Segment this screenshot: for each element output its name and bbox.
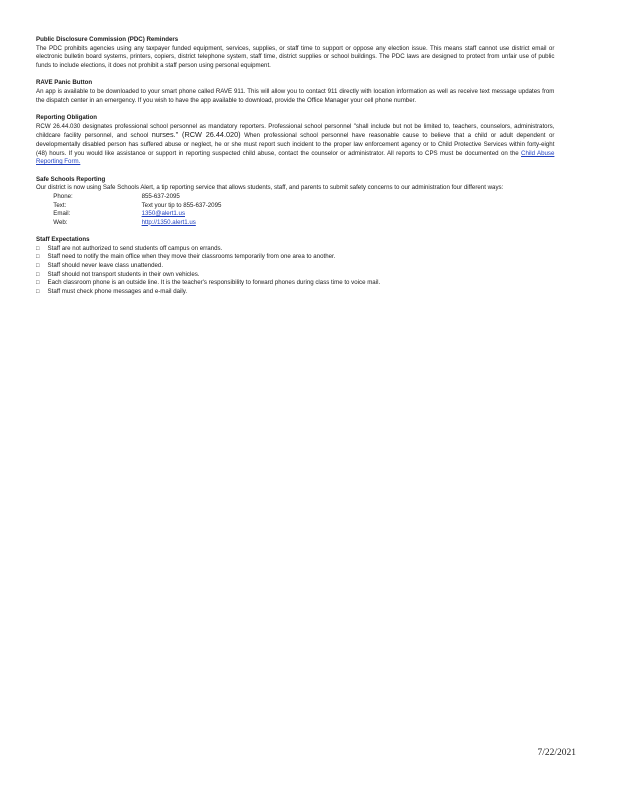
list-item: □ Staff are not authorized to send students off campus on errands. bbox=[36, 245, 554, 254]
staff-heading: Staff Expectations bbox=[36, 236, 90, 244]
reporting-body-part2: When professional school personnel have reasonable cause to believe that a child or adult dependent or developmentally disabled person has suffered abuse or neglect, he or she must report such incident to the proper law enforcement agency or to Child Protective Services within forty-eight (48) hours. If you would like assistance or support in reporting suspected child abuse, contact the counselor or administrator. All reports to CPS must be documented on the bbox=[36, 132, 555, 157]
contact-label: Email: bbox=[53, 210, 71, 218]
document-page bbox=[36, 36, 554, 305]
web-link[interactable]: http://1350.alert1.us bbox=[141, 218, 196, 226]
contact-label: Web: bbox=[53, 218, 68, 226]
rave-body: An app is available to be downloaded to your smart phone called RAVE 911. This will allow you to contact 911 directly with location information as well as receive text message updates from the dispatch center in an emergency. If you wish to have the app available to download, provide the Office Manager your cell phone number. bbox=[36, 87, 555, 104]
contact-email bbox=[36, 210, 554, 219]
safeschools-heading: Safe Schools Reporting bbox=[36, 175, 106, 183]
list-item: □ Each classroom phone is an outside line. It is the teacher's responsibility to forward phones during class time to voice mail. bbox=[36, 279, 554, 288]
contact-text bbox=[36, 202, 554, 211]
reporting-body-part1: RCW 26.44.030 designates professional school personnel as mandatory reporters. Professional school personnel "shall include but not be limited to, teachers, counselors, administrators, childcare facility personnel, and school bbox=[36, 122, 555, 140]
contact-label: Phone: bbox=[53, 192, 73, 200]
rave-section bbox=[36, 79, 554, 105]
reporting-body-emphasis: nurses." (RCW 26.44.020) bbox=[151, 130, 241, 140]
reporting-heading: Reporting Obligation bbox=[36, 114, 98, 122]
contact-value: 855-637-2095 bbox=[141, 192, 180, 200]
list-item: □ Staff should not transport students in their own vehicles. bbox=[36, 271, 554, 280]
pdc-heading: Public Disclosure Commission (PDC) Reminders bbox=[36, 36, 179, 43]
contact-value: Text your tip to 855-637-2095 bbox=[141, 201, 222, 209]
pdc-section bbox=[36, 36, 554, 70]
safeschools-section bbox=[36, 176, 554, 228]
contact-phone bbox=[36, 193, 554, 202]
email-link[interactable]: 1350@alert1.us bbox=[141, 210, 186, 218]
rave-heading: RAVE Panic Button bbox=[36, 79, 93, 87]
contact-label: Text: bbox=[53, 201, 67, 209]
safeschools-body: Our district is now using Safe Schools Alert, a tip reporting service that allows students, staff, and parents to submit safety concerns to our administration four different ways: bbox=[36, 184, 504, 192]
contact-web bbox=[36, 219, 554, 228]
list-item: □ Staff should never leave class unattended. bbox=[36, 262, 554, 271]
staff-section bbox=[36, 236, 554, 296]
staff-expectations-list bbox=[36, 245, 554, 297]
footer-date: 7/22/2021 bbox=[537, 748, 576, 758]
child-abuse-form-link[interactable]: Child Abuse Reporting Form. bbox=[36, 149, 555, 166]
list-item: □ Staff need to notify the main office when they move their classrooms temporarily from one area to another. bbox=[36, 253, 554, 262]
reporting-section bbox=[36, 114, 554, 167]
reporting-body bbox=[36, 123, 554, 167]
list-item: □ Staff must check phone messages and e-mail daily. bbox=[36, 288, 554, 297]
pdc-body: The PDC prohibits agencies using any taxpayer funded equipment, services, supplies, or staff time to support or oppose any election issue. This means staff cannot use district email or electronic bulletin board systems, printers, copiers, district telephone system, staff time, district supplies or school buildings. The PDC laws are designed to protect from unfair use of public funds to include elections, it does not prohibit a staff person using personal equipment. bbox=[36, 44, 555, 69]
